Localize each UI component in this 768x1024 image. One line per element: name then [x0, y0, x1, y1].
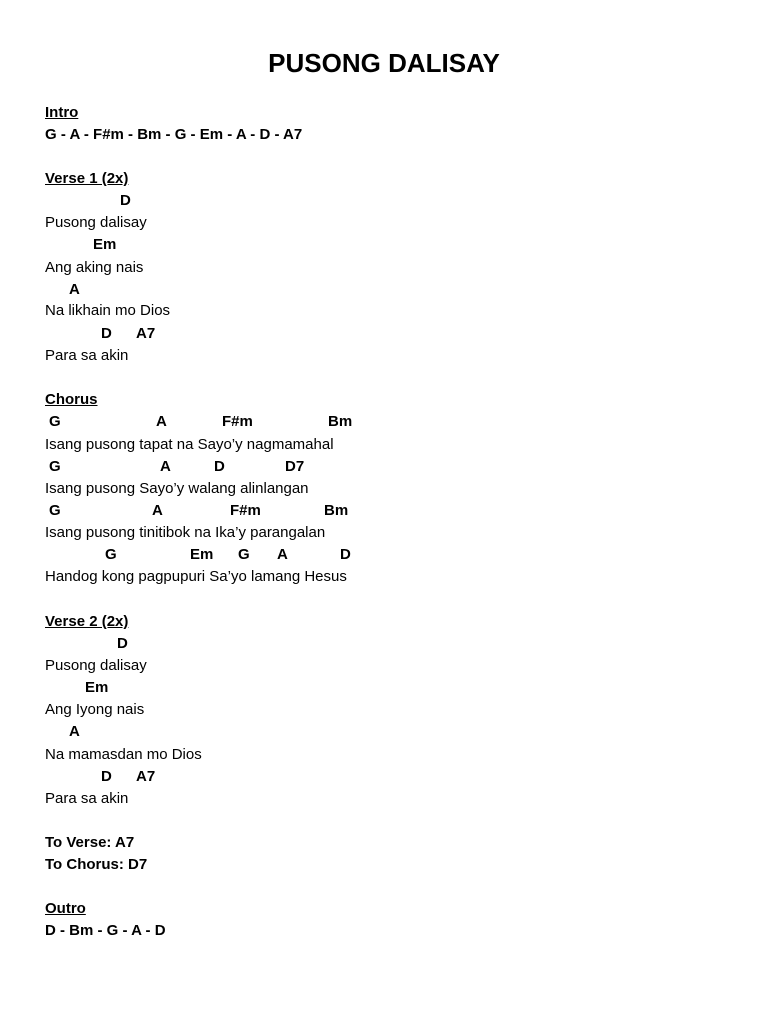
chord: Em	[85, 679, 109, 696]
chord: A	[69, 723, 80, 740]
to-verse-note: To Verse: A7	[45, 834, 135, 851]
chord: D	[214, 458, 225, 475]
lyric-line: Para sa akin	[45, 790, 129, 807]
chord: A	[160, 458, 171, 475]
verse1-heading: Verse 1 (2x)	[45, 170, 129, 187]
chord: D	[101, 768, 112, 785]
lyric-line: Isang pusong Sayo’y walang alinlangan	[45, 480, 309, 497]
chord: G	[49, 502, 61, 519]
chord: A	[156, 413, 167, 430]
chord: F#m	[230, 502, 261, 519]
lyric-line: Na mamasdan mo Dios	[45, 746, 202, 763]
lyric-line: Na likhain mo Dios	[45, 302, 171, 319]
verse2-heading: Verse 2 (2x)	[45, 613, 129, 630]
lyric-line: Ang Iyong nais	[45, 701, 145, 718]
lyric-line: Isang pusong tapat na Sayo’y nagmamahal	[45, 436, 334, 453]
lyric-line: Ang aking nais	[45, 259, 144, 276]
chord: A7	[136, 325, 156, 342]
chord: D	[340, 546, 351, 563]
lyric-line: Isang pusong tinitibok na Ika’y parangalan	[45, 524, 326, 541]
chord: D	[120, 192, 131, 209]
outro-heading: Outro	[45, 900, 86, 917]
song-title: PUSONG DALISAY	[268, 48, 500, 78]
intro-chords: G - A - F#m - Bm - G - Em - A - D - A7	[45, 126, 303, 143]
chord: G	[49, 413, 61, 430]
chord: F#m	[222, 413, 253, 430]
chord: G	[105, 546, 117, 563]
chord: D	[101, 325, 112, 342]
lyric-line: Para sa akin	[45, 347, 129, 364]
chord: A	[277, 546, 288, 563]
chord: A	[69, 281, 80, 298]
intro-heading: Intro	[45, 104, 79, 121]
lyric-line: Pusong dalisay	[45, 214, 147, 231]
lyric-line: Handog kong pagpupuri Sa’yo lamang Hesus	[45, 568, 347, 585]
chorus-heading: Chorus	[45, 391, 98, 408]
chord: Bm	[324, 502, 349, 519]
chord: D	[117, 635, 128, 652]
chord: A	[152, 502, 163, 519]
chord: Em	[190, 546, 214, 563]
lyric-line: Pusong dalisay	[45, 657, 147, 674]
chord: A7	[136, 768, 156, 785]
outro-chords: D - Bm - G - A - D	[45, 922, 166, 939]
chord: Bm	[328, 413, 353, 430]
chord: Em	[93, 236, 117, 253]
chord: G	[238, 546, 250, 563]
to-chorus-note: To Chorus: D7	[45, 856, 148, 873]
chord: D7	[285, 458, 305, 475]
chord: G	[49, 458, 61, 475]
